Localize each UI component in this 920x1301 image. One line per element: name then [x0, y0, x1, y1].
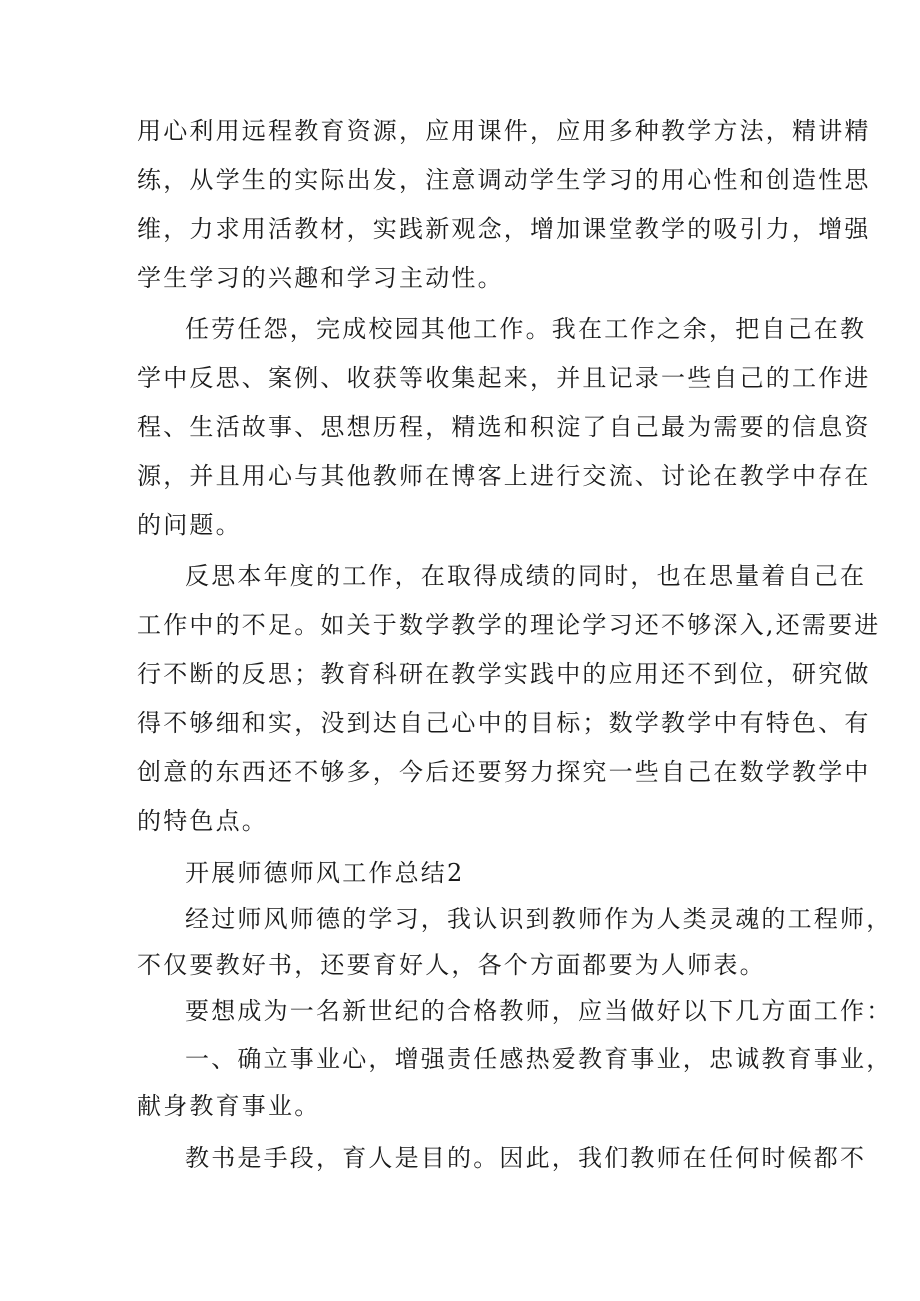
paragraph-2-line-2: 学中反思、案例、收获等收集起来，并且记录一些自己的工作进: [137, 364, 871, 392]
paragraph-3-line-6: 的特色点。: [137, 807, 268, 835]
paragraph-3-line-3: 行不断的反思；教育科研在教学实践中的应用还不到位，研究做: [137, 660, 871, 688]
paragraph-3-line-5: 创意的东西还不够多，今后还要努力探究一些自己在数学教学中: [137, 758, 871, 786]
paragraph-5-line-1: 要想成为一名新世纪的合格教师，应当做好以下几方面工作：: [185, 997, 893, 1025]
section-heading: 开展师德师风工作总结2: [185, 859, 465, 887]
paragraph-3-line-1: 反思本年度的工作，在取得成绩的同时，也在思量着自己在: [185, 562, 867, 590]
paragraph-6-line-1: 一、确立事业心，增强责任感热爱教育事业，忠诚教育事业，: [185, 1045, 893, 1073]
paragraph-4-line-2: 不仅要教好书，还要育好人，各个方面都要为人师表。: [137, 951, 766, 979]
paragraph-3-line-2: 工作中的不足。如关于数学教学的理论学习还不够深入,还需要进: [137, 611, 881, 639]
paragraph-2-line-4: 源，并且用心与其他教师在博客上进行交流、讨论在教学中存在: [137, 462, 871, 490]
paragraph-6-line-2: 献身教育事业。: [137, 1092, 321, 1120]
paragraph-3-line-4: 得不够细和实，没到达自己心中的目标；数学教学中有特色、有: [137, 709, 871, 737]
paragraph-1-line-1: 用心利用远程教育资源，应用课件，应用多种教学方法，精讲精: [137, 117, 871, 145]
paragraph-7-line-1: 教书是手段，育人是目的。因此，我们教师在任何时候都不: [185, 1144, 867, 1172]
paragraph-1-line-4: 学生学习的兴趣和学习主动性。: [137, 264, 504, 292]
paragraph-2-line-5: 的问题。: [137, 511, 242, 539]
paragraph-2-line-1: 任劳任怨，完成校园其他工作。我在工作之余，把自己在教: [185, 315, 867, 343]
paragraph-1-line-3: 维，力求用活教材，实践新观念，增加课堂教学的吸引力，增强: [137, 215, 871, 243]
paragraph-2-line-3: 程、生活故事、思想历程，精选和积淀了自己最为需要的信息资: [137, 413, 871, 441]
paragraph-1-line-2: 练，从学生的实际出发，注意调动学生学习的用心性和创造性思: [137, 166, 871, 194]
paragraph-4-line-1: 经过师风师德的学习，我认识到教师作为人类灵魂的工程师，: [185, 905, 893, 933]
